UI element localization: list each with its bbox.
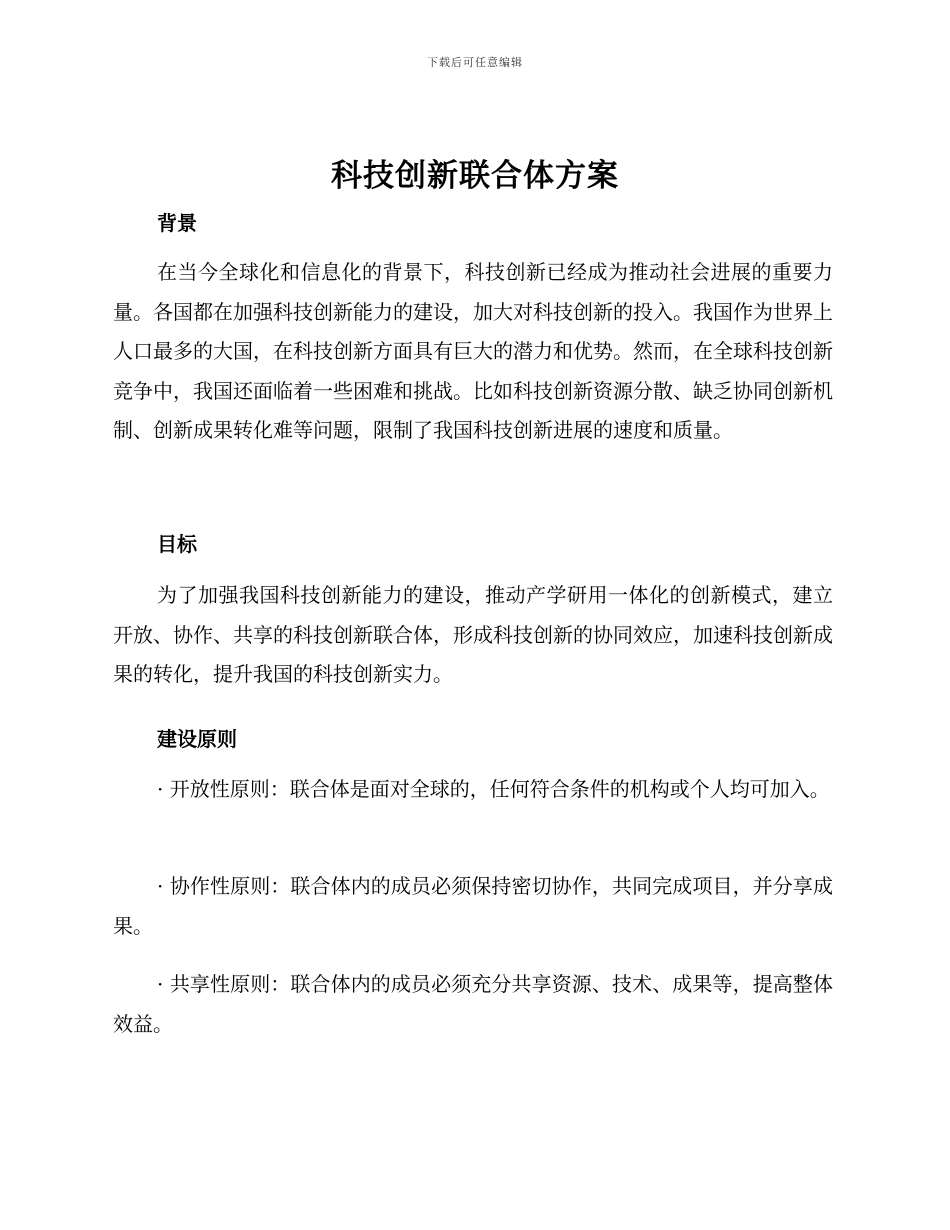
section-heading-principles: 建设原则: [157, 727, 237, 751]
principle-item-share: · 共享性原则：联合体内的成员必须充分共享资源、技术、成果等，提高整体效益。: [113, 972, 833, 1036]
principle-item-collaborate: · 协作性原则：联合体内的成员必须保持密切协作，共同完成项目，并分享成果。: [113, 874, 833, 938]
document-title: 科技创新联合体方案: [331, 158, 619, 194]
section-heading-goal: 目标: [157, 532, 197, 556]
section-heading-background: 背景: [157, 211, 197, 235]
paragraph-goal: 为了加强我国科技创新能力的建设，推动产学研用一体化的创新模式，建立开放、协作、共享的科技创新联合体，形成科技创新的协同效应，加速科技创新成果的转化，提升我国的科技创新实力。: [113, 583, 833, 686]
page-header-note: 下载后可任意编辑: [427, 56, 523, 69]
principle-item-open: · 开放性原则：联合体是面对全球的，任何符合条件的机构或个人均可加入。: [157, 777, 830, 801]
paragraph-background: 在当今全球化和信息化的背景下，科技创新已经成为推动社会进展的重要力量。各国都在加强科技创新能力的建设，加大对科技创新的投入。我国作为世界上人口最多的大国，在科技创新方面具有巨大的潜力和优势。然而，在全球科技创新竞争中，我国还面临着一些困难和挑战。比如科技创新资源分散、缺乏协同创新机制、创新成果转化难等问题，限制了我国科技创新进展的速度和质量。: [113, 260, 833, 442]
